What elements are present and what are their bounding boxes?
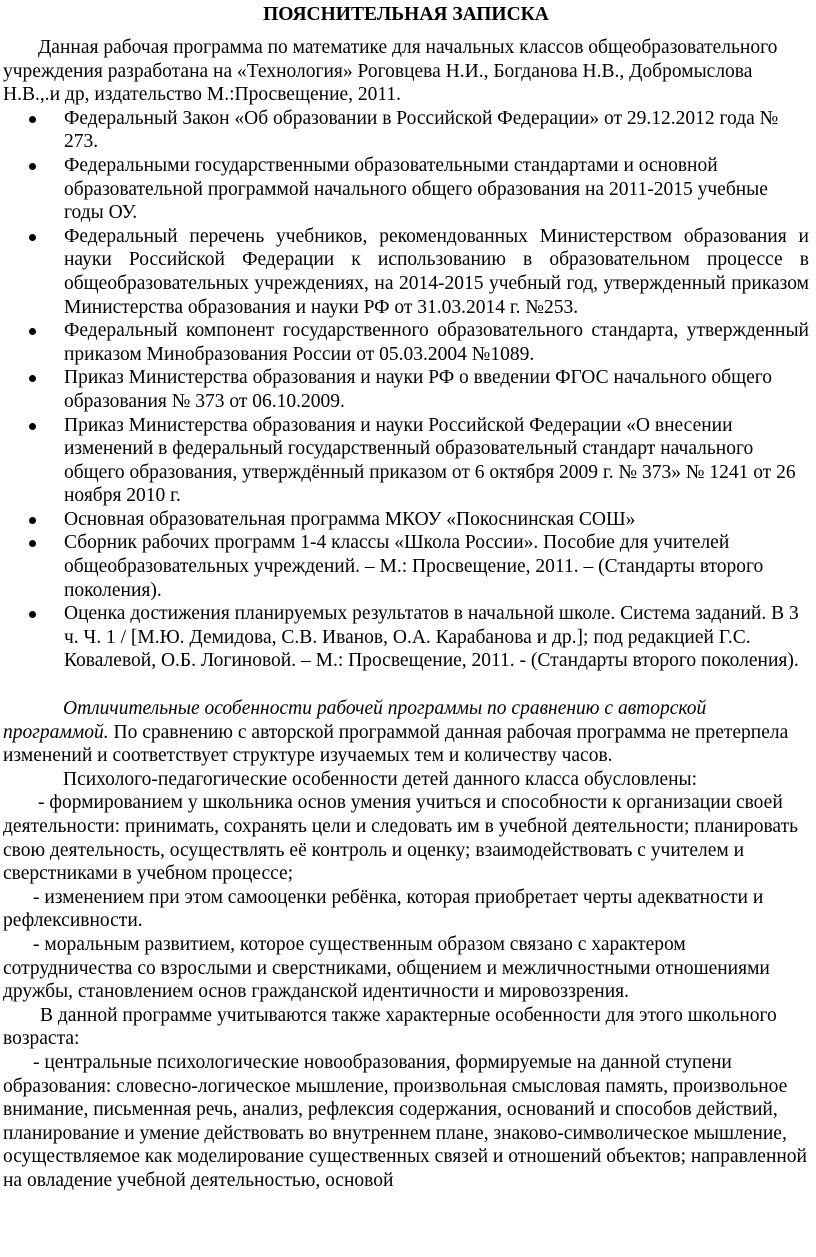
regulation-item bbox=[3, 319, 809, 366]
regulation-text: Приказ Министерства образования и науки РФ о введении ФГОС начального общего образования № 373 от 06.10.2009. bbox=[64, 367, 773, 412]
regulation-item bbox=[3, 508, 809, 532]
document-title: ПОЯСНИТЕЛЬНАЯ ЗАПИСКА bbox=[263, 4, 549, 25]
age-intro: В данной программе учитываются также характерные особенности для этого школьного возраста: bbox=[3, 1004, 777, 1050]
intro-paragraph: Данная рабочая программа по математике для начальных классов общеобразовательного учреждения разработана на «Технология» Роговцева Н.И., Богданова Н.В., Добромыслова Н.В.,.и др, издательство М.:Просвещение, 2011. bbox=[3, 37, 778, 106]
bullet-icon bbox=[29, 234, 36, 241]
bullet-icon bbox=[29, 540, 36, 547]
regulation-text: Основная образовательная программа МКОУ «Покоснинская СОШ» bbox=[64, 508, 636, 530]
regulation-text: Оценка достижения планируемых результатов в начальной школе. Система заданий. В 3 ч. Ч. 1 / [М.Ю. Демидова, С.В. Иванов, О.А. Карабанова и др.]; под редакцией Г.С. Ковалевой, О.Б. Логиновой. – М.: Просвещение, 2011. - (Стандарты второго поколения). bbox=[64, 603, 799, 672]
bullet-icon bbox=[29, 423, 36, 430]
bullet-icon bbox=[29, 328, 36, 335]
psych-item: - моральным развитием, которое существенным образом связано с характером сотрудничества со взрослыми и сверстниками, общением и межличностными отношениями дружбы, становлением основ гражданской идентичности и мировоззрения. bbox=[3, 933, 770, 1003]
psych-intro: Психолого-педагогические особенности детей данного класса обусловлены: bbox=[63, 768, 698, 790]
regulation-text: Сборник рабочих программ 1-4 классы «Школа России». Пособие для учителей общеобразовательных учреждений. – М.: Просвещение, 2011. – (Стандарты второго поколения). bbox=[64, 532, 764, 601]
regulation-text: Федеральный компонент государственного образовательного стандарта, утвержденный приказом Минобразования России от 05.03.2004 №1089. bbox=[64, 320, 809, 365]
psych-item: - формированием у школьника основ умения учиться и способности к организации своей деятельности: принимать, сохранять цели и следовать им в учебной деятельности; планировать свою деятельность, осуществлять её контроль и оценку; взаимодействовать с учителем и сверстниками в учебном процессе; bbox=[3, 792, 798, 885]
regulations-list bbox=[3, 107, 809, 673]
regulation-text: Федеральный Закон «Об образовании в Российской Федерации» от 29.12.2012 года № 273. bbox=[64, 107, 779, 153]
features-text: По сравнению с авторской программой данная рабочая программа не претерпела изменений и соответствует структуре изучаемых тем и количеству часов. bbox=[3, 721, 789, 767]
psych-item: - изменением при этом самооценки ребёнка, которая приобретает черты адекватности и рефлексивности. bbox=[3, 886, 764, 932]
regulation-item bbox=[3, 602, 809, 673]
bullet-icon bbox=[29, 116, 36, 123]
age-item: - центральные психологические новообразования, формируемые на данной ступени образования: словесно-логическое мышление, произвольная смысловая память, произвольное внимание, письменная речь, анализ, рефлексия содержания, оснований и способов действий, планирование и умение действовать во внутреннем плане, знаково-символическое мышление, осуществляемое как моделирование существенных связей и отношений объектов; направленной на овладение учебной деятельностью, основой bbox=[3, 1051, 807, 1191]
bullet-icon bbox=[29, 517, 36, 524]
regulation-item bbox=[3, 414, 809, 508]
bullet-icon bbox=[29, 163, 36, 170]
features-lead: Отличительные особенности рабочей программы по сравнению с авторской программой. bbox=[3, 698, 707, 743]
bullet-icon bbox=[29, 611, 36, 618]
paragraph-spacer bbox=[3, 673, 809, 697]
regulation-item bbox=[3, 366, 809, 413]
regulation-text: Федеральными государственными образовательными стандартами и основной образовательной программой начального общего образования на 2011-2015 учебные годы ОУ. bbox=[64, 154, 768, 224]
regulation-item bbox=[3, 154, 809, 225]
regulation-text: Приказ Министерства образования и науки Российской Федерации «О внесении изменений в федеральный государственный образовательный стандарт начального общего образования, утверждённый приказом от 6 октября 2009 г. № 373» № 1241 от 26 ноября 2010 г. bbox=[64, 414, 796, 507]
regulation-text: Федеральный перечень учебников, рекомендованных Министерством образования и науки Российской Федерации к использованию в образовательном процессе в общеобразовательных учреждениях, на 2014-2015 учебный год, утвержденный приказом Министерства образования и науки РФ от 31.03.2014 г. №253. bbox=[64, 225, 809, 318]
bullet-icon bbox=[29, 375, 36, 382]
regulation-item bbox=[3, 225, 809, 319]
features-paragraph bbox=[3, 697, 809, 768]
regulation-item bbox=[3, 107, 809, 154]
regulation-item bbox=[3, 531, 809, 602]
